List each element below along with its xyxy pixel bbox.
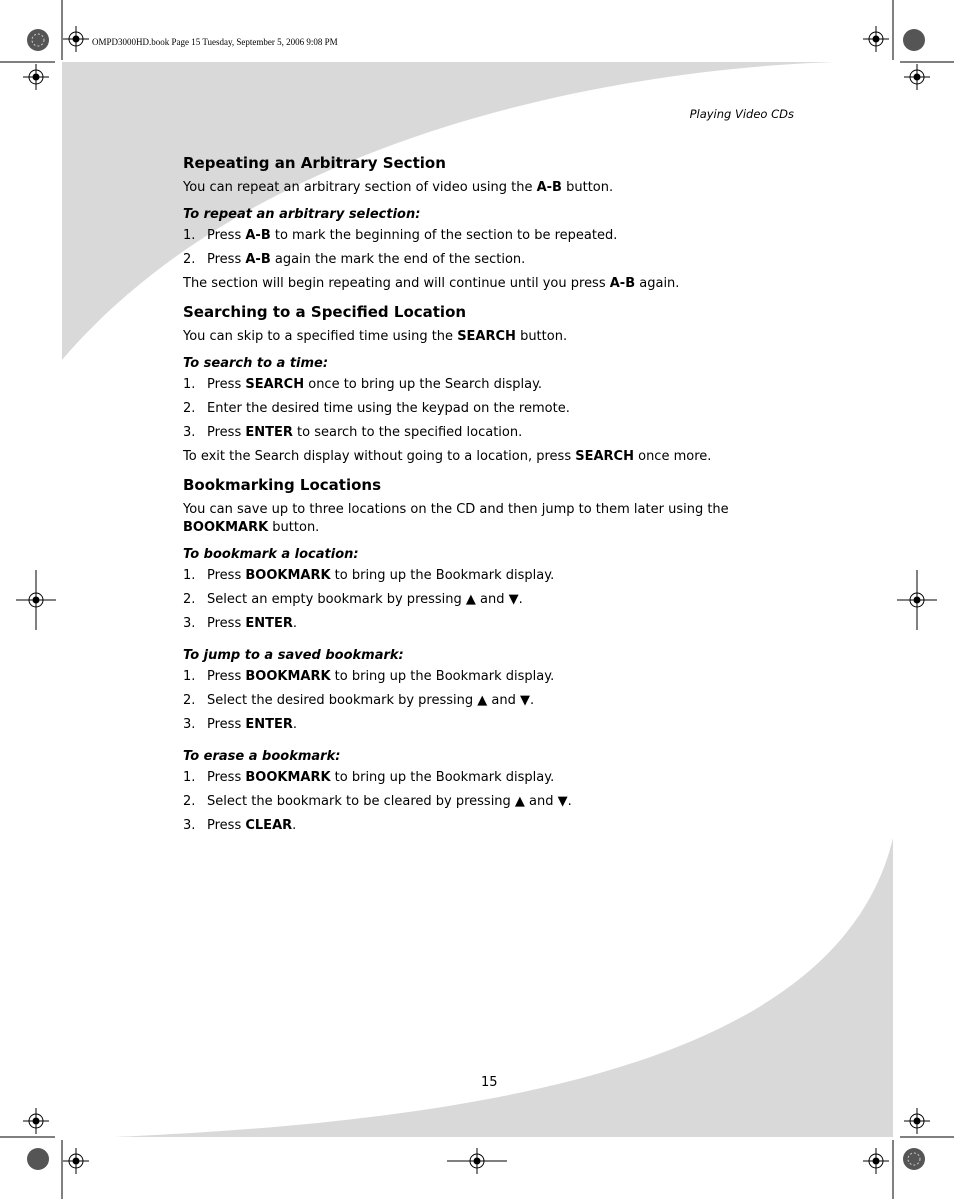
bottom-swoosh (115, 838, 893, 1137)
list-item: 3. Press CLEAR. (183, 818, 297, 833)
section-title: Bookmarking Locations (183, 476, 382, 494)
page-content (183, 154, 803, 844)
list-item: 3. Press ENTER. (183, 616, 298, 631)
list-item: 2. Press A-B again the mark the end of the section. (183, 252, 526, 267)
list-item: 1. Press SEARCH once to bring up the Search display. (183, 377, 543, 392)
section-searching (183, 303, 803, 466)
list-item: 1. Press BOOKMARK to bring up the Bookmark display. (183, 770, 555, 785)
steps-list (183, 376, 803, 441)
section-repeating (183, 154, 803, 293)
list-item: 1. Press A-B to mark the beginning of the section to be repeated. (183, 228, 618, 243)
list-item: 1. Press BOOKMARK to bring up the Bookmark display. (183, 669, 555, 684)
procedure-heading: To repeat an arbitrary selection: (183, 207, 421, 222)
procedure-heading: To erase a bookmark: (183, 749, 341, 764)
list-item: 2. Select the desired bookmark by pressing ▲ and ▼. (183, 693, 535, 708)
steps-list (183, 567, 803, 632)
page-number: 15 (481, 1075, 498, 1090)
section-outro: The section will begin repeating and will continue until you press A-B again. (183, 276, 680, 291)
list-item: 2. Select an empty bookmark by pressing ▲ and ▼. (183, 592, 523, 607)
section-intro: You can repeat an arbitrary section of video using the A-B button. (183, 180, 614, 195)
procedure-heading: To bookmark a location: (183, 547, 359, 562)
steps-list (183, 668, 803, 733)
list-item: 2. Enter the desired time using the keypad on the remote. (183, 401, 570, 416)
steps-list (183, 227, 803, 268)
section-title: Searching to a Specified Location (183, 303, 467, 321)
list-item: 2. Select the bookmark to be cleared by pressing ▲ and ▼. (183, 794, 572, 809)
running-head: Playing Video CDs (689, 107, 794, 121)
list-item: 3. Press ENTER to search to the specified location. (183, 425, 523, 440)
section-intro: You can save up to three locations on the CD and then jump to them later using the BOOKMARK button. (183, 502, 729, 535)
list-item: 3. Press ENTER. (183, 717, 298, 732)
section-outro: To exit the Search display without going to a location, press SEARCH once more. (183, 449, 712, 464)
print-slug: OMPD3000HD.book Page 15 Tuesday, September 5, 2006 9:08 PM (92, 37, 338, 47)
section-bookmarking (183, 476, 803, 834)
section-intro: You can skip to a specified time using the SEARCH button. (183, 329, 568, 344)
steps-list (183, 769, 803, 834)
procedure-heading: To search to a time: (183, 356, 329, 371)
procedure-heading: To jump to a saved bookmark: (183, 648, 404, 663)
section-title: Repeating an Arbitrary Section (183, 154, 446, 172)
list-item: 1. Press BOOKMARK to bring up the Bookmark display. (183, 568, 555, 583)
